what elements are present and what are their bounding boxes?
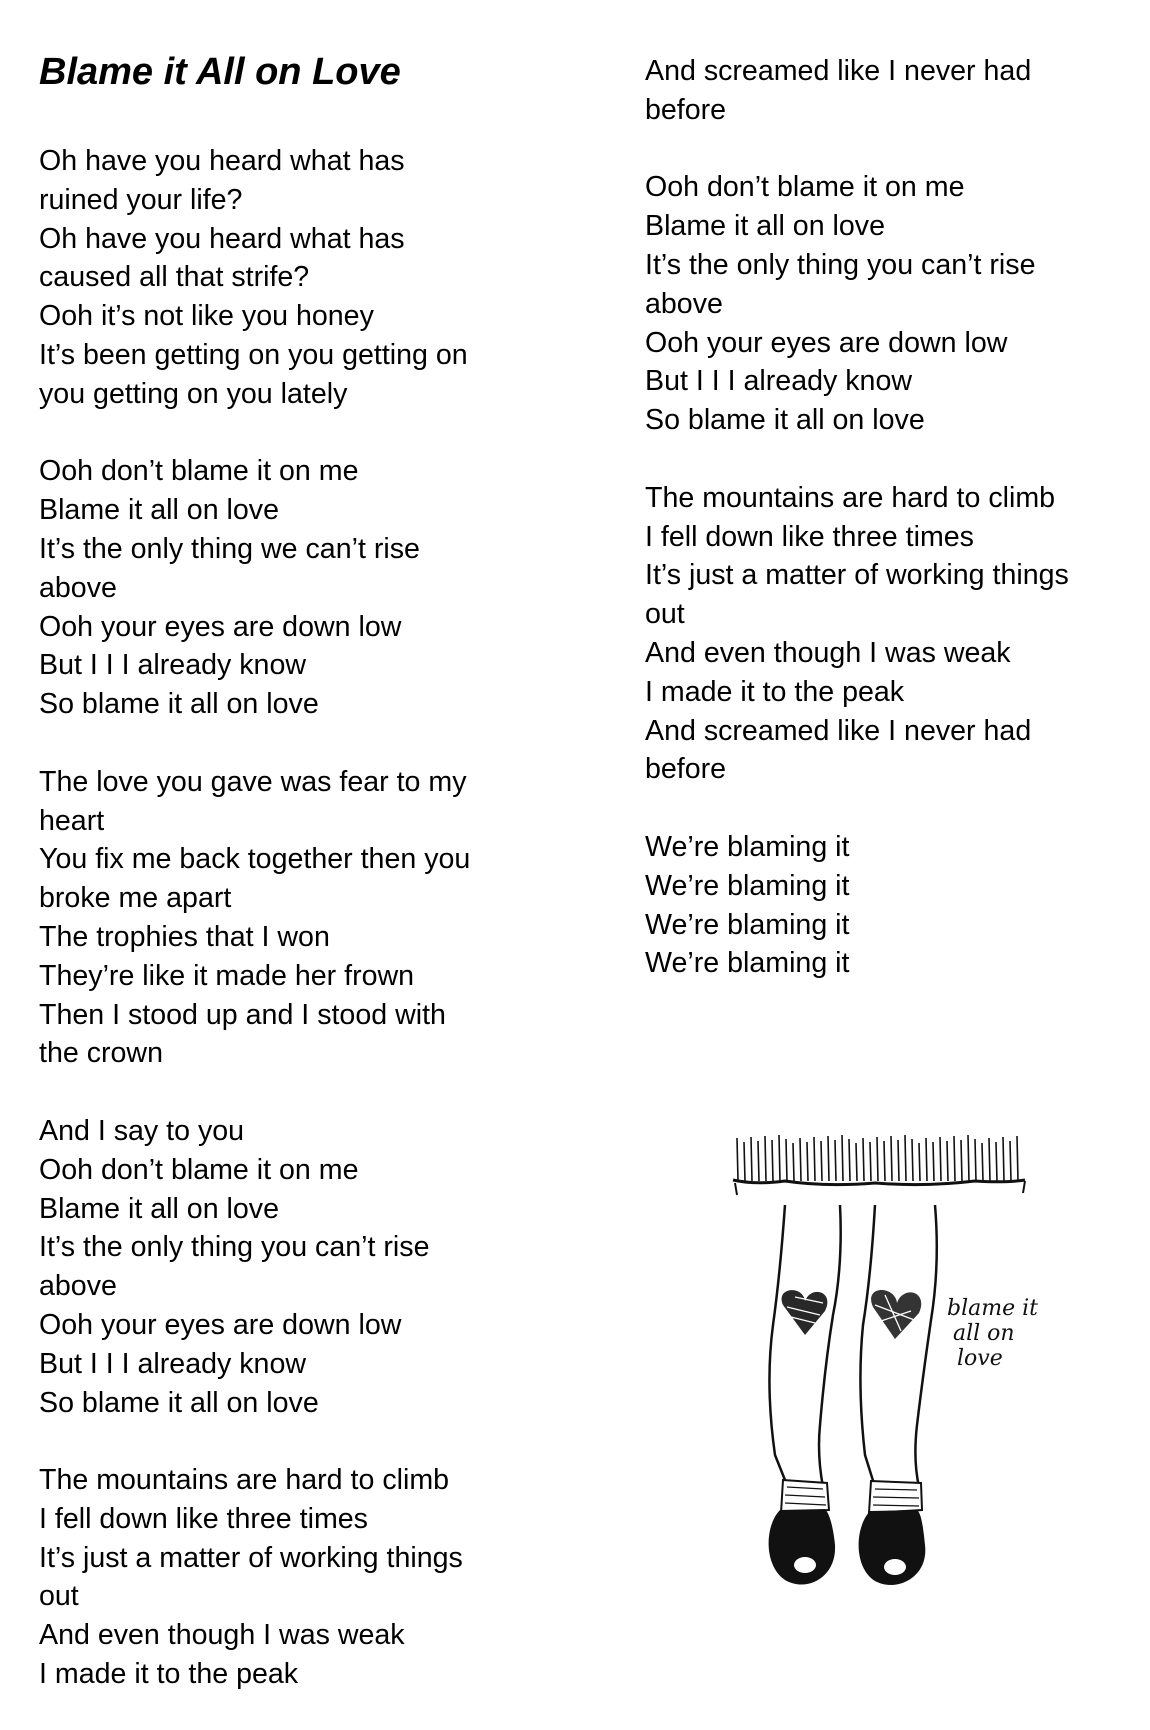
skirt-fringe-stroke [779,1135,780,1181]
skirt-fringe-stroke [772,1140,773,1181]
lyric-line: We’re blaming it [645,830,850,863]
skirt-fringe-stroke [828,1136,829,1181]
lyric-line: But I I I already know [39,649,307,682]
lyric-line: Oh have you heard what has [39,222,405,255]
lyric-line: It’s been getting on you getting on [39,338,468,371]
right-leg [860,1205,936,1487]
right-stanza [645,52,1069,130]
skirt-fringe-stroke [800,1138,801,1181]
skirt-fringe-stroke [919,1143,920,1181]
lyric-line: I made it to the peak [39,1658,299,1691]
lyric-line: So blame it all on love [39,688,319,721]
right-knee-heart [871,1290,921,1339]
lyric-line: the crown [39,1037,163,1070]
right-shoe [859,1510,926,1585]
skirt-fringe-stroke [989,1138,990,1181]
skirt-fringe-stroke [807,1142,808,1181]
skirt-fringe-stroke [996,1142,997,1181]
lyric-line: out [39,1580,79,1613]
lyric-line: And screamed like I never had [645,714,1032,747]
lyric-line: Blame it all on love [39,494,279,527]
left-stanza [39,763,470,1073]
lyric-line: Then I stood up and I stood with [39,998,446,1031]
skirt-fringe-stroke [933,1142,934,1181]
lyric-line: before [645,753,727,786]
lyric-line: We’re blaming it [645,869,850,902]
lyric-line: You fix me back together then you [39,843,471,876]
lyric-line: The trophies that I won [39,920,330,953]
lyric-line: ruined your life? [39,183,243,216]
lyric-line: above [39,1270,117,1303]
right-stanza [645,828,1069,983]
lyric-line: Blame it all on love [39,1192,279,1225]
skirt-fringe-stroke [870,1142,871,1181]
lyric-line: above [39,571,117,604]
right-stanza [645,168,1069,440]
handwritten-caption [947,1296,1038,1371]
lyric-line: The love you gave was fear to my [39,765,467,798]
lyric-line: And screamed like I never had [645,55,1032,87]
lyric-line: It’s the only thing you can’t rise [645,248,1036,281]
lyric-line: Ooh your eyes are down low [645,326,1008,359]
lyric-line: We’re blaming it [645,908,850,941]
lyric-line: But I I I already know [645,365,913,398]
right-sock [869,1481,922,1513]
skirt-fringe-stroke [898,1140,899,1181]
left-knee-heart [782,1290,828,1335]
right-stanza [645,479,1069,789]
skirt-fringe-stroke [947,1141,948,1181]
skirt-fringe-stroke [1017,1136,1018,1181]
lyric-line: Ooh it’s not like you honey [39,300,374,333]
lyric-line: And even though I was weak [39,1619,405,1652]
lyric-line: And even though I was weak [645,636,1011,669]
lyric-line: So blame it all on love [645,404,925,437]
skirt-fringe-stroke [961,1140,962,1181]
lyric-line: I made it to the peak [645,675,905,708]
lyric-line: Ooh your eyes are down low [39,1308,402,1341]
lyric-line: Blame it all on love [645,210,885,243]
skirt-fringe-stroke [821,1141,822,1181]
skirt-fringe-stroke [835,1140,836,1181]
lyrics-left-column [39,142,470,1694]
lyric-line: broke me apart [39,882,232,915]
lyric-line: I fell down like three times [39,1502,368,1535]
lyric-line: But I I I already know [39,1347,307,1380]
skirt-fringe-stroke [765,1136,766,1181]
lyric-line: It’s just a matter of working things [645,559,1069,592]
left-stanza [39,1112,470,1422]
skirt-fringe-stroke [814,1137,815,1181]
skirt-fringe-stroke [884,1141,885,1181]
skirt-fringe-stroke [842,1135,843,1181]
lyric-line: They’re like it made her frown [39,959,415,992]
lyric-line: And I say to you [39,1114,245,1147]
lyric-line: out [645,598,685,631]
skirt-fringe-stroke [786,1139,787,1181]
lyrics-right-column [645,52,1069,983]
lyric-line: Ooh don’t blame it on me [39,1153,359,1186]
skirt-fringe-stroke [751,1137,752,1181]
left-stanza [39,1461,470,1694]
left-stanza [39,452,470,724]
skirt-fringe-stroke [940,1137,941,1181]
skirt-fringe-stroke [856,1143,857,1181]
lyric-line: It’s just a matter of working things [39,1541,463,1574]
lyric-line: you getting on you lately [39,377,348,410]
lyric-line: Oh have you heard what has [39,145,405,177]
left-shoe [769,1509,835,1585]
lyric-line: caused all that strife? [39,261,310,294]
skirt-fringe-stroke [744,1142,745,1181]
lyric-line: heart [39,804,105,837]
skirt-fringe-stroke [793,1143,794,1181]
lyric-line: The mountains are hard to climb [39,1464,450,1497]
skirt-fringe-stroke [954,1136,955,1181]
skirt-fringe-stroke [968,1135,969,1181]
lyric-line: The mountains are hard to climb [645,481,1056,514]
skirt-fringe-stroke [975,1139,976,1181]
left-leg [769,1205,840,1487]
left-stanza [39,142,470,414]
lyric-line: It’s the only thing you can’t rise [39,1231,430,1264]
skirt-fringe-stroke [1010,1141,1011,1181]
lyric-line: It’s the only thing we can’t rise [39,532,420,565]
skirt-fringe-stroke [877,1137,878,1181]
skirt-hem [733,1135,1025,1195]
skirt-fringe-stroke [891,1136,892,1181]
lyric-line: We’re blaming it [645,947,850,980]
skirt-fringe-stroke [982,1143,983,1181]
skirt-fringe-stroke [926,1138,927,1181]
lyric-line: Ooh don’t blame it on me [645,171,965,204]
song-title: Blame it All on Love [39,51,401,93]
left-sock [781,1480,829,1513]
lyric-line: before [645,93,727,126]
skirt-fringe-stroke [849,1139,850,1181]
handwritten-line: all on [953,1321,1015,1346]
handwritten-line: blame it [947,1296,1038,1321]
skirt-fringe-stroke [737,1138,738,1181]
skirt-fringe-stroke [863,1138,864,1181]
lyric-line: Ooh your eyes are down low [39,610,402,643]
skirt-fringe-stroke [758,1141,759,1181]
skirt-fringe-stroke [905,1135,906,1181]
lyric-line: above [645,287,723,320]
skirt-fringe-stroke [912,1139,913,1181]
skirt-fringe-stroke [1003,1137,1004,1181]
legs-illustration [725,1125,1055,1615]
lyric-line: I fell down like three times [645,520,974,553]
handwritten-line: love [957,1346,1003,1371]
lyric-line: Ooh don’t blame it on me [39,455,359,488]
lyric-line: So blame it all on love [39,1386,319,1419]
